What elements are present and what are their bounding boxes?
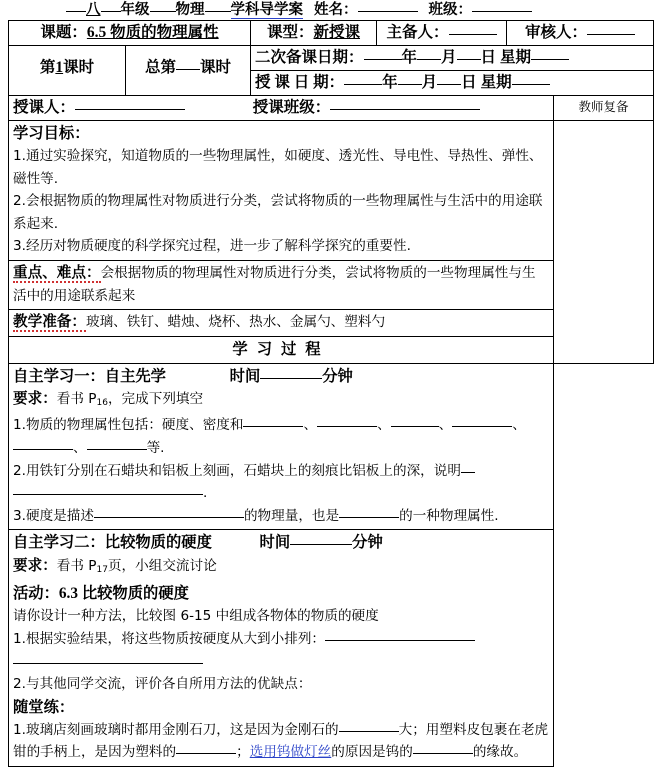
cell-study-two (9, 530, 554, 767)
table-row-period-prep (9, 46, 654, 71)
year-label-2: 年 (382, 74, 398, 91)
lesson-plan-table (8, 20, 654, 767)
subject-value: 物理 (175, 2, 205, 18)
study-one-requirement-post: ，完成下列填空 (107, 390, 204, 407)
objective-item-3: 3.经历对物质硬度的科学探究过程，进一步了解科学探究的重要性. (13, 238, 411, 255)
cell-topic (9, 21, 251, 46)
q3-pre: 3.硬度是描述 (13, 507, 94, 524)
q3-blank-1[interactable] (94, 517, 244, 518)
teach-class-label: 授课班级： (252, 99, 331, 116)
q1-sep-4: 、 (512, 417, 526, 434)
p-q1-part2: 大；用塑料皮包裹在老虎钳的手柄上，是因为塑料的 (13, 721, 549, 761)
study-two-requirement-label: 要求： (13, 558, 57, 575)
p-q1-blank-2[interactable] (176, 753, 236, 754)
s2-q1-blank-1[interactable] (325, 640, 475, 641)
q2-end: . (203, 485, 208, 502)
q1-pre: 1.物质的物理属性包括：硬度、密度和 (13, 417, 244, 434)
cell-objectives (9, 121, 554, 261)
cell-teacher-review-body-top[interactable] (554, 121, 654, 364)
activity-title: 活动：6.3 比较物质的硬度 (13, 585, 189, 603)
cell-study-one (9, 363, 554, 530)
study-one-time-unit: 分钟 (322, 367, 353, 385)
cell-process-banner (9, 336, 554, 363)
q1-sep-1: 、 (303, 417, 318, 434)
study-two-header (13, 531, 549, 554)
q1-sep-5: 、 (73, 439, 87, 456)
q1-blank-4[interactable] (452, 426, 512, 427)
title-blank-2 (101, 11, 121, 12)
study-two-time-unit: 分钟 (352, 534, 383, 552)
lesson-type-value: 新授课 (313, 24, 361, 41)
preparation-text: 玻璃、铁钉、蜡烛、烧杯、热水、金属勺、塑料勺 (85, 314, 386, 331)
q3-mid: 的物理量，也是 (243, 507, 340, 524)
study-two-time-blank[interactable] (290, 544, 352, 545)
title-blank-3 (150, 11, 176, 12)
objective-item-1: 1.通过实验探究，知道物质的一些物理属性，如硬度、透光性、导电性、导热性、弹性、磁性等. (13, 148, 543, 187)
teach-class-blank[interactable] (330, 109, 480, 110)
teach-weekday-blank[interactable] (512, 84, 550, 85)
process-banner-label: 学习过程 (232, 340, 330, 358)
objectives-heading: 学习目标： (13, 125, 90, 142)
table-row-objectives (9, 121, 654, 261)
q2-blank-a[interactable] (461, 472, 475, 473)
teacher-name-blank[interactable] (75, 109, 185, 110)
reviewer-label: 审核人： (525, 24, 588, 41)
name-field-blank[interactable] (358, 11, 418, 12)
cell-second-prep-date (251, 46, 654, 71)
study-two-page-number: 17 (96, 565, 108, 576)
second-prep-month-blank[interactable] (417, 59, 441, 60)
cell-period (9, 46, 126, 96)
topic-label: 课题： (40, 24, 87, 41)
q1-blank-1[interactable] (243, 426, 303, 427)
cell-teacher-review-header (554, 96, 654, 121)
study-one-requirement-pre: 看书 P (56, 390, 97, 407)
cell-reviewer (507, 21, 654, 46)
study-one-header (13, 365, 549, 388)
main-preparer-blank[interactable] (449, 34, 497, 35)
main-preparer-label: 主备人： (386, 24, 449, 41)
title-blank-4 (205, 11, 231, 12)
table-row-topic (9, 21, 654, 46)
q1-blank-5[interactable] (13, 449, 73, 450)
key-points-heading: 重点、难点： (13, 264, 101, 281)
s2-q1-blank-2[interactable] (13, 663, 203, 664)
total-period-blank[interactable] (176, 69, 200, 70)
study-two-question-2: 2.与其他同学交流，评价各自所用方法的优缺点： (13, 676, 312, 693)
p-q1-blank-3[interactable] (413, 753, 473, 754)
second-prep-year-blank[interactable] (364, 59, 402, 60)
reviewer-blank[interactable] (587, 34, 635, 35)
q2-pre: 2.用铁钉分别在石蜡块和铝板上刻画，石蜡块上的刻痕比铝板上的深，说明 (13, 462, 461, 479)
teach-year-blank[interactable] (344, 84, 382, 85)
grade-value: 八 (86, 2, 101, 18)
second-prep-day-blank[interactable] (457, 59, 481, 60)
period-suffix: 课时 (63, 59, 95, 76)
study-one-requirement-label: 要求： (13, 390, 57, 407)
study-one-time-label: 时间 (229, 367, 261, 385)
month-label-1: 月 (441, 49, 457, 66)
cell-main-preparer (377, 21, 507, 46)
study-one-time-blank[interactable] (260, 378, 322, 379)
second-prep-date-label: 二次备课日期： (255, 49, 364, 66)
year-label-1: 年 (401, 49, 418, 66)
q1-blank-2[interactable] (317, 426, 377, 427)
activity-description: 请你设计一种方法，比较图 6-15 中组成各物体的物质的硬度 (13, 608, 379, 625)
total-period-suffix: 课时 (200, 59, 232, 76)
p-q1-part5: 的缘故。 (472, 744, 528, 761)
study-two-requirement-pre: 看书 P (56, 558, 97, 575)
study-two-requirement-post: 页，小组交流讨论 (107, 558, 217, 575)
lesson-type-label: 课型： (266, 24, 314, 41)
second-prep-weekday-blank[interactable] (531, 59, 569, 60)
class-label: 班级： (428, 2, 472, 18)
title-blank-left (66, 11, 86, 12)
name-label: 姓名： (314, 2, 358, 18)
month-label-2: 月 (421, 74, 438, 91)
day-label-2: 日 (461, 74, 477, 91)
study-one-question-3 (13, 505, 549, 528)
table-row-study-two (9, 530, 654, 767)
period-prefix: 第 (39, 59, 56, 76)
cell-total-period (126, 46, 251, 96)
study-two-question-1 (13, 628, 549, 673)
q1-blank-3[interactable] (391, 426, 439, 427)
weekday-label-2: 星期 (480, 74, 512, 91)
study-one-question-2 (13, 460, 549, 505)
practice-question-1 (13, 719, 549, 764)
q1-sep-3: 、 (438, 417, 453, 434)
cell-teacher-and-class (9, 96, 554, 121)
period-number: 1 (55, 59, 64, 76)
study-one-page-number: 16 (96, 397, 108, 408)
p-q1-blank-1[interactable] (339, 731, 399, 732)
cell-teach-date (251, 71, 654, 96)
doc-type-label: 学科导学案 (230, 2, 303, 18)
p-q1-part1: 1.玻璃店刻画玻璃时都用金刚石刀，这是因为金刚石的 (13, 721, 339, 738)
teach-month-blank[interactable] (398, 84, 422, 85)
cell-preparation (9, 310, 554, 337)
objective-item-2: 2.会根据物质的物理属性对物质进行分类，尝试将物质的一些物理属性与生活中的用途联系起来. (13, 193, 543, 232)
teach-day-blank[interactable] (437, 84, 461, 85)
study-one-question-1 (13, 414, 549, 459)
class-field-blank[interactable] (472, 11, 532, 12)
topic-value: 6.5 物质的物理属性 (86, 24, 219, 41)
q1-sep-2: 、 (377, 417, 391, 434)
study-two-time-label: 时间 (259, 534, 291, 552)
teacher-label: 授课人： (13, 99, 76, 116)
study-one-requirement (13, 388, 549, 415)
study-two-title: 自主学习二：比较物质的硬度 (13, 534, 212, 552)
q1-blank-6[interactable] (87, 449, 147, 450)
document-title-line (8, 0, 653, 20)
table-row-study-one (9, 363, 654, 530)
grade-label: 年级 (120, 2, 150, 18)
p-q1-part4: 的原因是钨的 (331, 744, 413, 761)
q2-blank-b[interactable] (13, 494, 203, 495)
q3-blank-2[interactable] (339, 517, 399, 518)
day-label-1: 日 (480, 49, 497, 66)
total-period-prefix: 总第 (144, 59, 176, 76)
table-row-teacher-class (9, 96, 654, 121)
teacher-review-col-label: 教师复备 (578, 99, 629, 114)
teach-date-label: 授 课 日 期： (255, 74, 345, 91)
p-q1-part3: ； (236, 744, 250, 761)
key-points-text: 会根据物质的物理属性对物质进行分类，尝试将物质的一些物理属性与生活中的用途联系起来 (13, 264, 536, 304)
cell-key-points (9, 260, 554, 309)
s2-q1-pre: 1.根据实验结果，将这些物质按硬度从大到小排列： (13, 630, 326, 647)
preparation-heading: 教学准备： (13, 314, 86, 331)
study-one-title-text: 自主学习一：自主先学 (13, 367, 166, 385)
cell-lesson-type (251, 21, 377, 46)
practice-heading: 随堂练： (13, 698, 75, 716)
q3-end: 的一种物理属性. (399, 507, 499, 524)
weekday-label-1: 星期 (499, 49, 531, 66)
q1-end: 等. (146, 439, 165, 456)
tungsten-filament-link[interactable]: 选用钨做灯丝 (249, 744, 332, 761)
study-two-requirement (13, 554, 549, 582)
